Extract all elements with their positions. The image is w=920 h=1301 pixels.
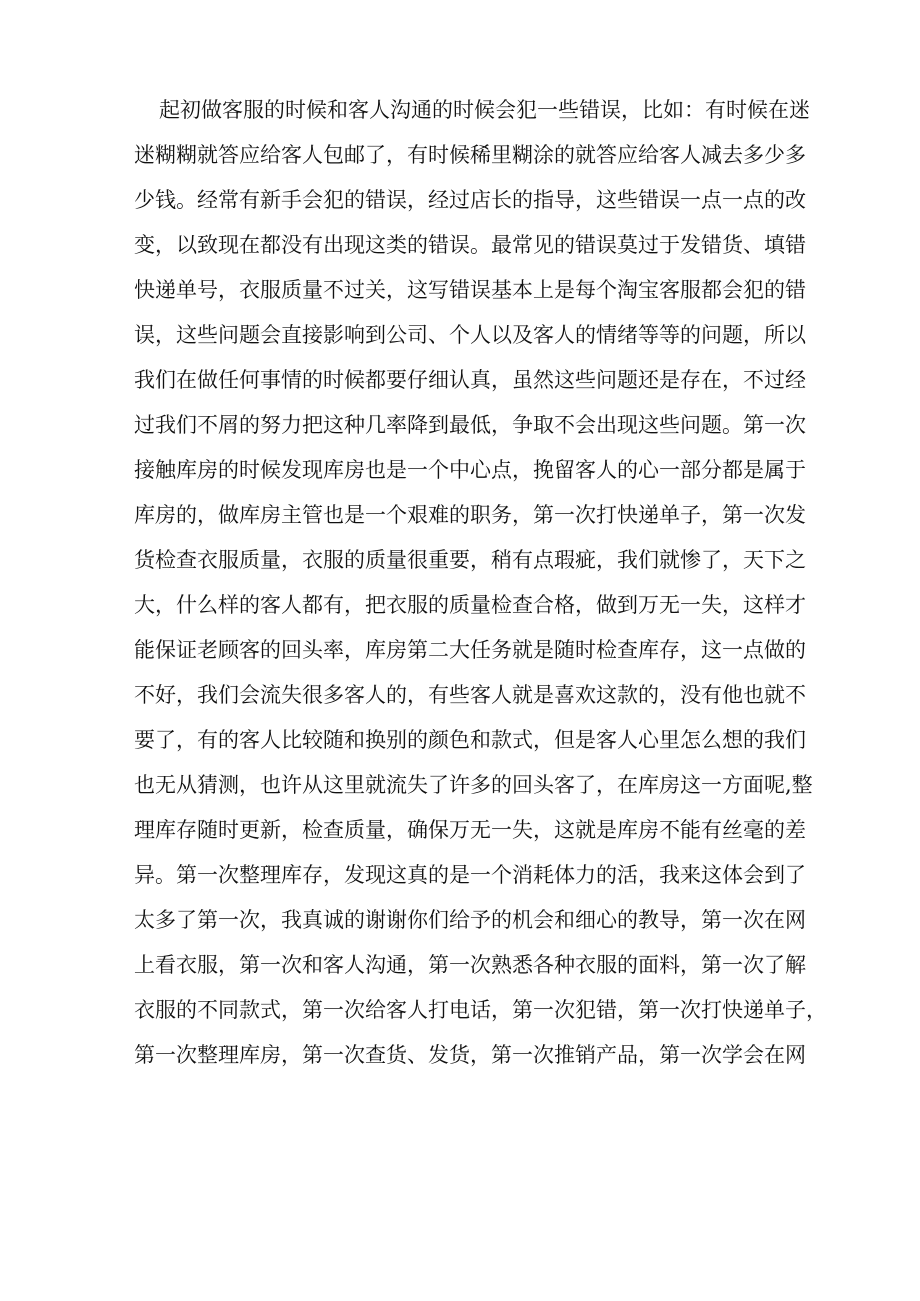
text-line: 库房的，做库房主管也是一个艰难的职务，第一次打快递单子，第一次发 <box>134 503 806 527</box>
body-paragraph <box>134 88 827 1078</box>
text-line: 货检查衣服质量，衣服的质量很重要，稍有点瑕疵，我们就惨了，天下之 <box>134 548 806 572</box>
text-line: 接触库房的时候发现库房也是一个中心点，挽留客人的心一部分都是属于 <box>134 458 806 482</box>
text-line: 大，什么样的客人都有，把衣服的质量检查合格，做到万无一失，这样才 <box>134 593 806 617</box>
text-line: 异。第一次整理库存，发现这真的是一个消耗体力的活，我来这体会到了 <box>134 863 806 887</box>
text-line: 起初做客服的时候和客人沟通的时候会犯一些错误，比如：有时候在迷 <box>159 98 810 122</box>
text-line: 要了，有的客人比较随和换别的颜色和款式，但是客人心里怎么想的我们 <box>134 728 806 752</box>
text-line: 少钱。经常有新手会犯的错误，经过店长的指导，这些错误一点一点的改 <box>134 188 806 212</box>
text-line: 我们在做任何事情的时候都要仔细认真，虽然这些问题还是存在，不过经 <box>134 368 806 392</box>
text-line: 衣服的不同款式，第一次给客人打电话，第一次犯错，第一次打快递单子， <box>134 998 827 1022</box>
text-line: 误，这些问题会直接影响到公司、个人以及客人的情绪等等的问题，所以 <box>134 323 806 347</box>
text-line: 变，以致现在都没有出现这类的错误。最常见的错误莫过于发错货、填错 <box>134 233 806 257</box>
text-line: 能保证老顾客的回头率，库房第二大任务就是随时检查库存，这一点做的 <box>134 638 806 662</box>
text-line: 快递单号，衣服质量不过关，这写错误基本上是每个淘宝客服都会犯的错 <box>134 278 806 302</box>
text-line: 第一次整理库房，第一次查货、发货，第一次推销产品，第一次学会在网 <box>134 1043 806 1067</box>
text-line: 过我们不屑的努力把这种几率降到最低，争取不会出现这些问题。第一次 <box>134 413 806 437</box>
text-line: 太多了第一次，我真诚的谢谢你们给予的机会和细心的教导，第一次在网 <box>134 908 806 932</box>
text-line: 迷糊糊就答应给客人包邮了，有时候稀里糊涂的就答应给客人减去多少多 <box>134 143 806 167</box>
text-line: 不好，我们会流失很多客人的，有些客人就是喜欢这款的，没有他也就不 <box>134 683 806 707</box>
text-line: 上看衣服，第一次和客人沟通，第一次熟悉各种衣服的面料，第一次了解 <box>134 953 806 977</box>
text-line: 也无从猜测，也许从这里就流失了许多的回头客了，在库房这一方面呢,整 <box>134 773 813 797</box>
text-line: 理库存随时更新，检查质量，确保万无一失，这就是库房不能有丝毫的差 <box>134 818 806 842</box>
